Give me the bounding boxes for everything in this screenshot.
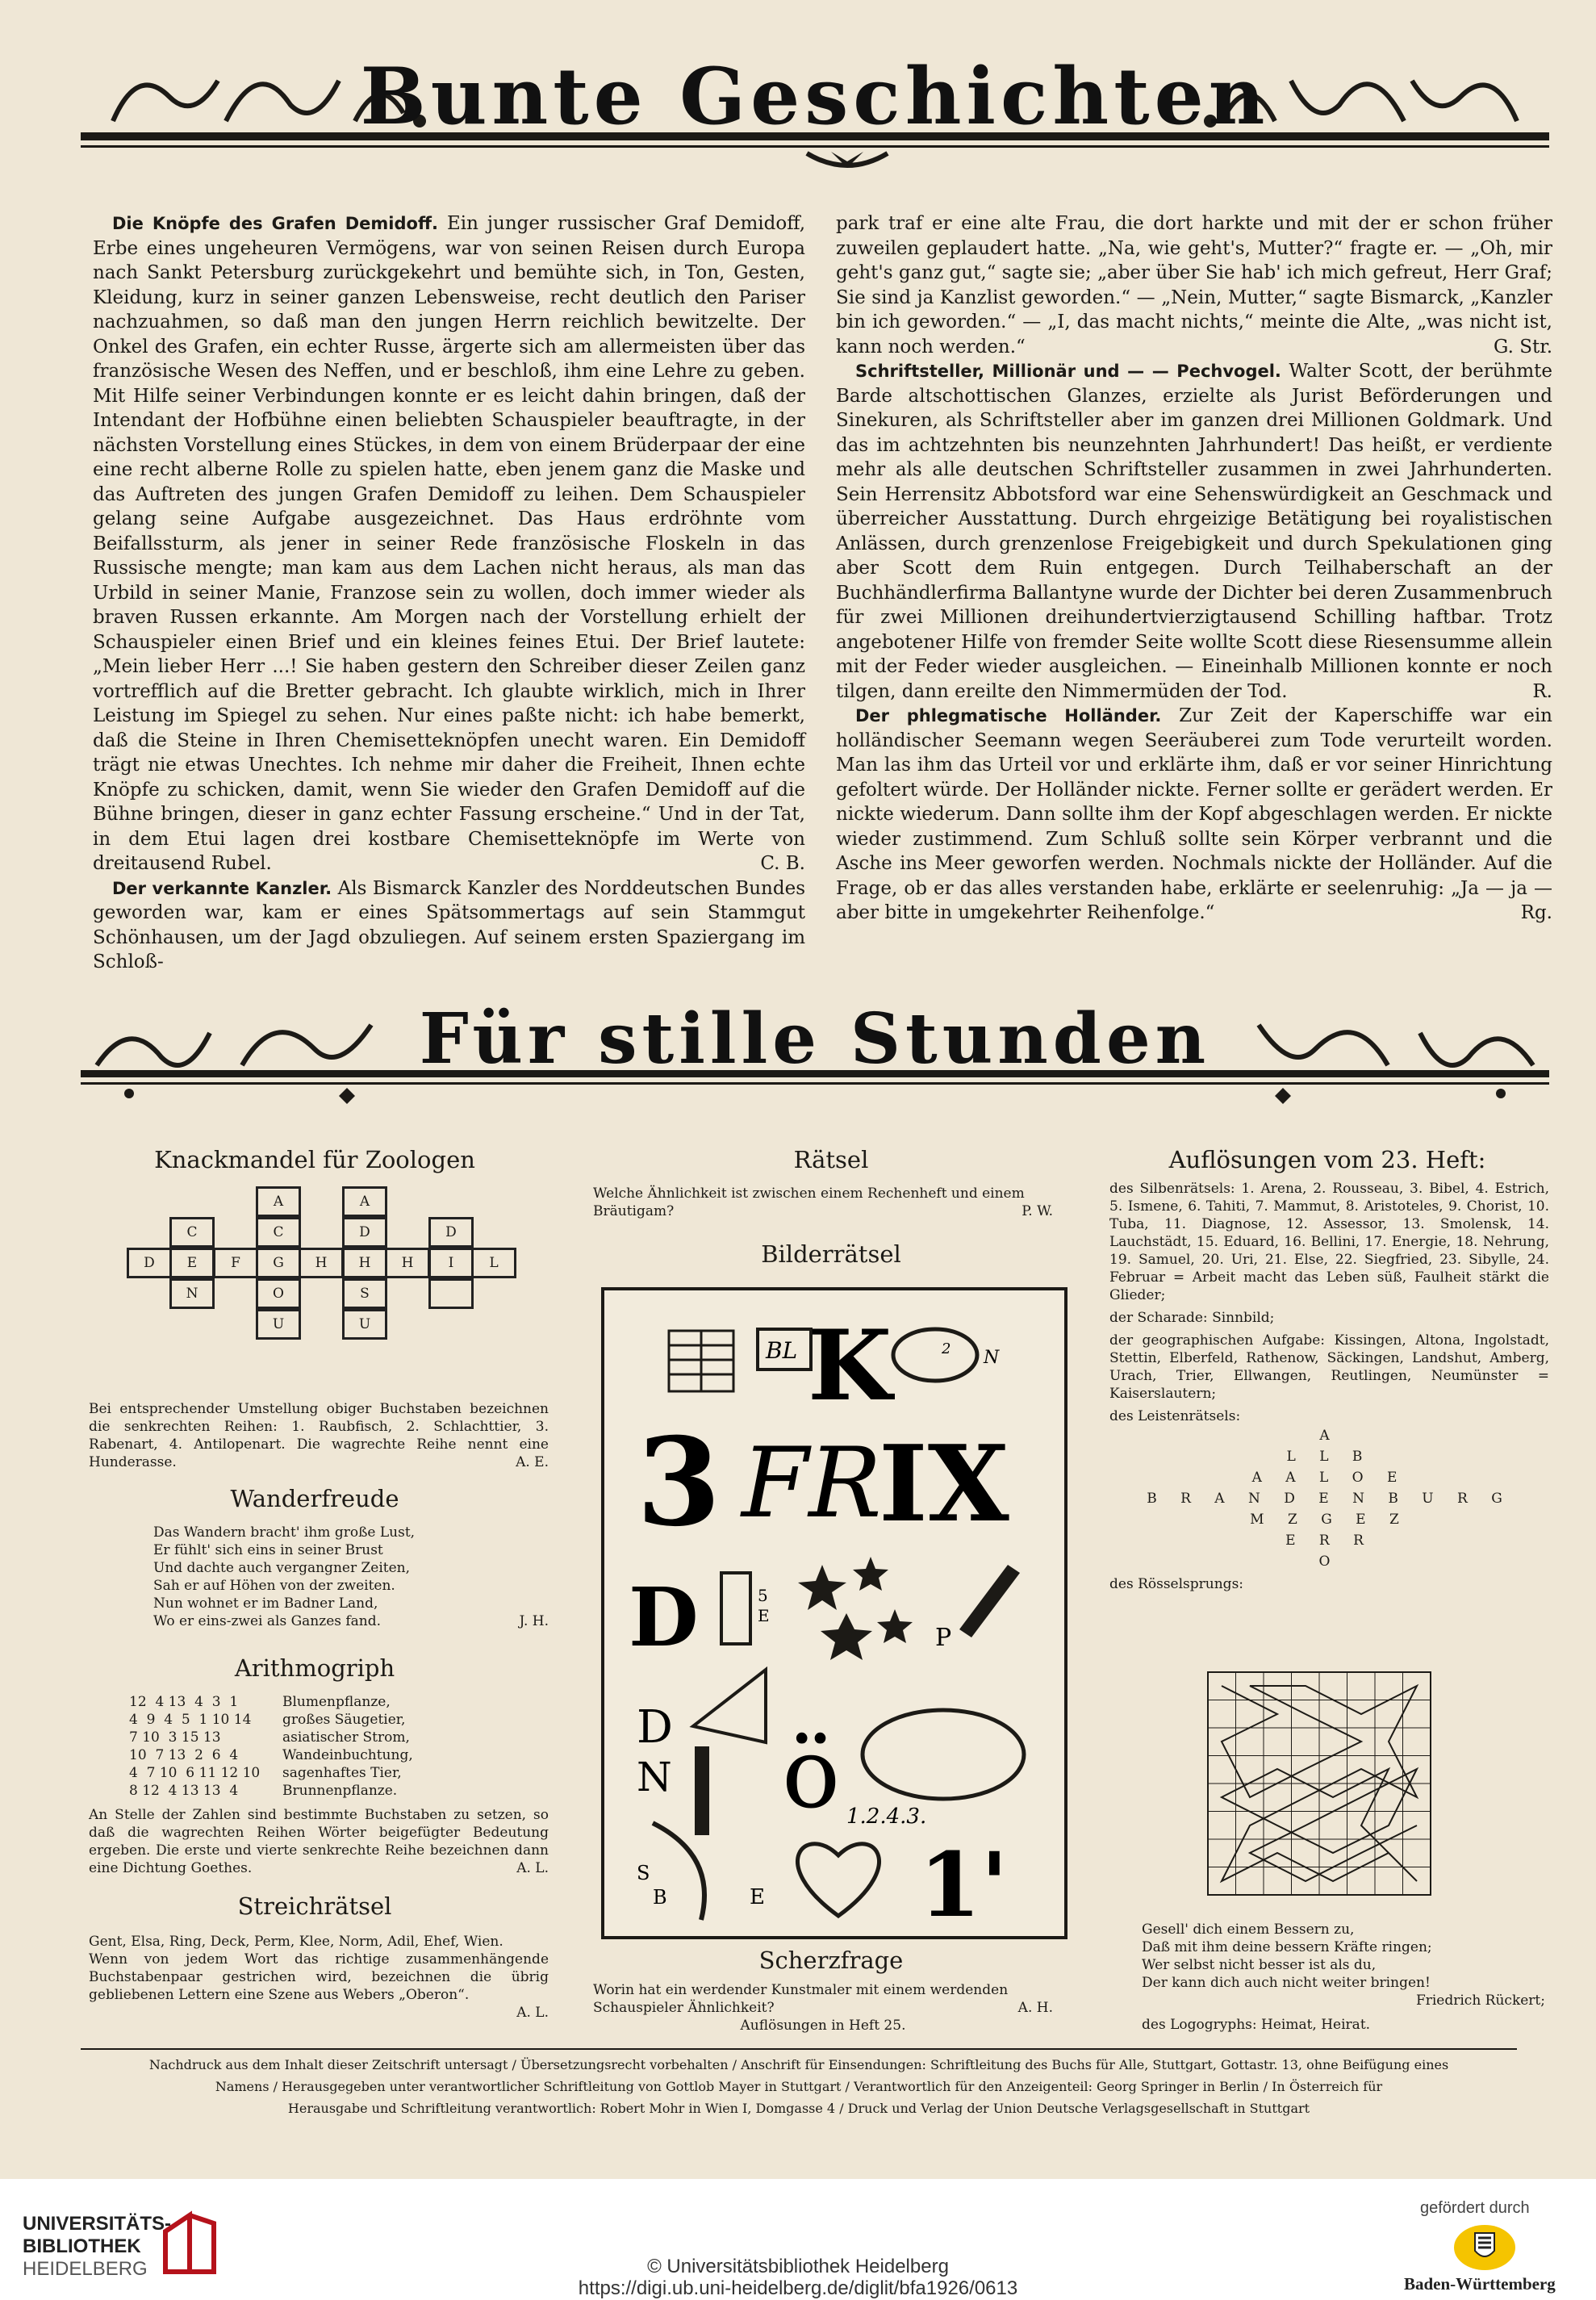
scherz-question: Worin hat ein werdender Kunstmaler mit einem werdenden Schauspieler Ähnlichkeit? bbox=[593, 1982, 1009, 2016]
poem-line: Der kann dich auch nicht weiter bringen! bbox=[1142, 1975, 1431, 1991]
grid-cell: C bbox=[169, 1217, 215, 1248]
story-body: Walter Scott, der berühmte Barde altschottischen Glanzes, erzielte als Jurist Beförderungen und Sinekuren, als Schriftsteller aber im ganzen drei Millionen Goldmark. Und das im achtzehnten bis neunzehnten Jahrhundert! Das heißt, er verdiente mehr als alle deutschen Schriftsteller zusammen in zwei Jahrhunderten. Sein Herrensitz Abbotsford war eine Sehenswürdigkeit an Geschmack und überreicher Ausstattung. Durch ehrgeizige Betätigung bei royalistischen Anlässen, durch grenzenlose Freigebigkeit und durch Spekulationen ging aber Scott dem Ruin entgegen. Durch Teilhaberschaft an der Buchhändlerfirma Ballantyne wurde der Dichter bei deren Zusammenbruch für zwei Millionen dreihundertvierzigtausend Schilling haftbar. Trotz angebotener Hilfe von fremder Seite wollte Scott diese Riesensumme allein mit der Feder wieder ausgleichen. — Eineinhalb Millionen konnte er noch tilgen, dann ereilte den Nimmermüden der Tod. bbox=[836, 361, 1552, 702]
poem-line: Daß mit ihm deine bessern Kräfte ringen; bbox=[1142, 1939, 1432, 1955]
story-body: Ein junger russischer Graf Demidoff, Erbe eines ungeheuren Vermögens, war von seinen Reisen durch Europa nach Sankt Petersburg zurückgekehrt und bemühte sich, in Ton, Gesten, Kleidung, kurz in seiner ganzen Lebensweise, recht deutlich den Pariser nachzuahmen, so daß man den jungen Herrn reichlich bewitzelte. Der Onkel des Grafen, ein echter Russe, ärgerte sich am allermeisten über das französische Wesen des Neffen, und er beschloß, ihm eine Lehre zu geben. Mit Hilfe seiner Verbindungen konnte er es leicht dahin bringen, daß der Intendant der Hofbühne einen beliebten Schauspieler beauftragte, in der nächsten Vorstellung eines Stückes, in dem von einem Brüderpaar der eine eine recht alberne Rolle zu spielen hatte, eben jenem ganz die Maske und das Auftreten des jungen Grafen Demidoff zu leihen. Dem Schauspieler gelang seine Aufgabe ausgezeichnet. Das Haus erdröhnte vom Beifallssturm, als jener in seiner Rede französische Floskeln in das Russische mengte; man kam aus dem Lachen nicht heraus, als man das Urbild in seiner Manie, Franzose sein zu wollen, doch immer wieder als braven Russen erkannte. Am Morgen nach der Vorstellung erhielt der Schauspieler einen Brief und ein kleines feines Etui. Der Brief lautete: „Mein lieber Herr ...! Sie haben gestern den Schreiber dieser Zeilen ganz vortrefflich auf die Bretter gebracht. Ich glaubte wirklich, mich in Ihrer Leistung im Spiegel zu sehen. Nur eines paßte nicht: ich habe bemerkt, daß die Steine in Ihren Chemisetteknöpfen unecht waren. Ein Demidoff trägt nie etwas Unechtes. Ich nehme mir daher die Freiheit, Ihnen echte Knöpfe zu schicken, damit, wenn Sie wieder den Grafen Demidoff auf die Bühne bringen, dieser in ganz echter Fassung erscheine.“ Und in der Tat, in dem Etui lagen drei kostbare Chemisetteknöpfe im Werte von dreitausend Rubel. bbox=[93, 213, 806, 874]
glyph: D bbox=[629, 1570, 699, 1665]
logo-solution bbox=[1142, 2016, 1545, 2034]
left-text-column bbox=[93, 211, 805, 975]
grid-cell: H bbox=[342, 1248, 387, 1278]
author-signature: A. H. bbox=[1017, 2000, 1053, 2016]
grid-cell: U bbox=[256, 1309, 301, 1340]
raetsel-text bbox=[593, 1185, 1053, 1220]
glyph: D bbox=[637, 1701, 673, 1754]
page-url[interactable]: https://digi.ub.uni-heidelberg.de/diglit/bfa1926/0613 bbox=[578, 2277, 1018, 2299]
grid-cell: N bbox=[169, 1278, 215, 1309]
grid-cell: D bbox=[428, 1217, 474, 1248]
silben-solution bbox=[1109, 1180, 1549, 1304]
imprint-line: Namens / Herausgegeben unter verantwortlicher Schriftleitung von Gottlob Mayer in Stuttgart / Verantwortlich für den Anzeigenteil: Georg Springer in Berlin / In Österreich für bbox=[215, 2079, 1383, 2094]
solution-text: Heimat, Heirat. bbox=[1261, 2017, 1371, 2033]
arith-word: sagenhaftes Tier, bbox=[282, 1765, 402, 1781]
aufl-text bbox=[1109, 1180, 1549, 1593]
solution-text: Sinnbild; bbox=[1212, 1310, 1275, 1326]
state-name: Baden-Württemberg bbox=[1404, 2274, 1556, 2294]
glyph: IX bbox=[879, 1422, 1009, 1545]
knack-title: Knackmandel für Zoologen bbox=[154, 1146, 475, 1173]
poem-line: Das Wandern bracht' ihm große Lust, bbox=[153, 1524, 416, 1541]
glyph: E bbox=[750, 1885, 765, 1909]
arith-word: großes Säugetier, bbox=[282, 1712, 406, 1728]
library-line: HEIDELBERG bbox=[23, 2258, 148, 2280]
poem-line: Nun wohnet er im Badner Land, bbox=[153, 1595, 378, 1612]
picture-puzzle bbox=[601, 1287, 1067, 1939]
poem-line: Sah er auf Höhen von der zweiten. bbox=[153, 1578, 395, 1594]
story-body: park traf er eine alte Frau, die dort harkte und mit der er schon früher zuweilen geplaudert hatte. „Na, wie geht's, Mutter?“ fragte er. — „Oh, mir geht's ganz gut,“ sagte sie; „aber über Sie hab' ich mich gefreut, Herr Graf; Sie sind ja Kanzlist geworden.“ — „Nein, Mutter,“ sagte Bismarck, „Kanzler bin ich geworden.“ — „I, das macht nichts,“ meinte die Alte, „was nicht ist, kann noch werden.“ bbox=[836, 213, 1552, 358]
rueckert-poem bbox=[1142, 1921, 1545, 2034]
arith-row bbox=[129, 1711, 549, 1729]
copyright: © Universitätsbibliothek Heidelberg bbox=[647, 2256, 949, 2277]
arith-text bbox=[89, 1806, 549, 1877]
footer-rule bbox=[81, 2048, 1517, 2050]
roessel-label: des Rösselsprungs: bbox=[1109, 1576, 1244, 1592]
arith-description: An Stelle der Zahlen sind bestimmte Buchstaben zu setzen, so daß die wagrechten Reihen Wörter beigefügter Bedeutung ergeben. Die erste und vierte senkrechte Reihe bezeichnen dann eine Dichtung Goethes. bbox=[89, 1807, 549, 1876]
arith-numbers: 10 7 13 2 6 4 bbox=[129, 1747, 239, 1763]
solution-label: des Silbenrätsels: bbox=[1109, 1181, 1235, 1197]
grid-cell: C bbox=[256, 1217, 301, 1248]
arith-word: Wandeinbuchtung, bbox=[282, 1747, 413, 1763]
story-kanzler bbox=[93, 876, 805, 975]
grid-cell: D bbox=[342, 1217, 387, 1248]
glyph: 3 bbox=[637, 1411, 721, 1554]
imprint-line: Herausgabe und Schriftleitung verantwortlich: Robert Mohr in Wien I, Domgasse 4 / Druck und Verlag der Union Deutsche Verlagsgesellschaft in Stuttgart bbox=[287, 2101, 1310, 2116]
poem-line: Und dachte auch vergangner Zeiten, bbox=[153, 1560, 411, 1576]
author-signature: Friedrich Rückert; bbox=[1415, 1993, 1545, 2009]
picture-puzzle-icon bbox=[604, 1290, 1058, 1930]
knack-text bbox=[89, 1400, 549, 1471]
story-demidoff bbox=[93, 211, 805, 876]
leiter-row: A A L O E bbox=[1251, 1470, 1407, 1486]
coat-of-arms-icon bbox=[1452, 2223, 1517, 2272]
knack-description: Bei entsprechender Umstellung obiger Buchstaben bezeichnen die senkrechten Reihen: 1. Raubfisch, 2. Schlachttier, 3. Rabenart, 4. Antilopenart. Die wagrechte Reihe nennt eine Hunderasse. bbox=[89, 1401, 549, 1470]
arith-row bbox=[129, 1782, 549, 1800]
grid-cell: L bbox=[471, 1248, 516, 1278]
leiter-row: E R R bbox=[1285, 1533, 1373, 1549]
story-hollaender bbox=[836, 704, 1552, 926]
arith-word: asiatischer Strom, bbox=[282, 1729, 410, 1746]
arith-numbers: 7 10 3 15 13 bbox=[129, 1729, 221, 1746]
author-signature: C. B. bbox=[760, 853, 805, 874]
glyph: E bbox=[758, 1606, 770, 1625]
library-line: BIBLIOTHEK bbox=[23, 2235, 141, 2257]
grid-cell: O bbox=[256, 1278, 301, 1309]
raetsel-title: Rätsel bbox=[793, 1146, 869, 1173]
arith-numbers: 8 12 4 13 13 4 bbox=[129, 1783, 239, 1799]
story-heading: Schriftsteller, Millionär und — — Pechvogel. bbox=[855, 362, 1281, 381]
right-text-column bbox=[836, 211, 1552, 926]
glyph: BL bbox=[766, 1337, 798, 1364]
streich-description: Wenn von jedem Wort das richtige zusammenhängende Buchstabenpaar gestrichen wird, bezeichnen die übrig gebliebenen Lettern eine Szene aus Webers „Oberon“. bbox=[89, 1951, 549, 2003]
arith-row bbox=[129, 1746, 549, 1764]
glyph: K bbox=[808, 1309, 892, 1423]
glyph: 1' bbox=[919, 1833, 1009, 1930]
leiter-row: L L B bbox=[1286, 1449, 1372, 1465]
arith-word: Blumenpflanze, bbox=[282, 1694, 391, 1710]
grid-cell: E bbox=[169, 1248, 215, 1278]
glyph: P bbox=[935, 1624, 952, 1652]
aufl-title: Auflösungen vom 23. Heft: bbox=[1168, 1146, 1486, 1173]
author-signature: A. L. bbox=[516, 1860, 549, 1876]
library-footer bbox=[0, 2179, 1596, 2300]
author-signature: A. L. bbox=[516, 2005, 549, 2021]
grid-cell: H bbox=[385, 1248, 430, 1278]
knight-tour-icon bbox=[1206, 1671, 1432, 1896]
story-heading: Die Knöpfe des Grafen Demidoff. bbox=[112, 214, 438, 233]
author-signature: P. W. bbox=[1022, 1203, 1053, 1219]
arith-numbers: 4 7 10 6 11 12 10 bbox=[129, 1765, 261, 1781]
leiter-solution bbox=[1109, 1425, 1549, 1572]
grid-cell: H bbox=[299, 1248, 344, 1278]
author-signature: J. H. bbox=[519, 1613, 549, 1629]
streich-words: Gent, Elsa, Ring, Deck, Perm, Klee, Norm, Adil, Ehef, Wien. bbox=[89, 1934, 503, 1950]
arith-row bbox=[129, 1764, 549, 1782]
glyph: 1.2.4.3. bbox=[846, 1804, 927, 1829]
grid-cell bbox=[428, 1278, 474, 1309]
solutions-note: Auflösungen in Heft 25. bbox=[740, 2018, 906, 2034]
arith-numbers: 4 9 4 5 1 10 14 bbox=[129, 1712, 252, 1728]
glyph: N bbox=[637, 1754, 672, 1800]
poem-line-text: Wo er eins-zwei als Ganzes fand. bbox=[153, 1613, 382, 1629]
grid-cell: A bbox=[342, 1186, 387, 1217]
author-signature: A. E. bbox=[516, 1454, 549, 1470]
leiter-row: O bbox=[1318, 1554, 1340, 1570]
arith-numbers: 12 4 13 4 3 1 bbox=[129, 1694, 239, 1710]
geo-solution bbox=[1109, 1332, 1549, 1403]
leiter-label: des Leistenrätsels: bbox=[1109, 1408, 1241, 1424]
arith-word: Brunnenpflanze. bbox=[282, 1783, 398, 1799]
streich-title: Streichrätsel bbox=[237, 1892, 392, 1920]
imprint bbox=[81, 2054, 1517, 2119]
header-banner-stille bbox=[81, 993, 1549, 1114]
glyph: N bbox=[984, 1348, 1000, 1368]
solution-label: des Logogryphs: bbox=[1142, 2017, 1257, 2033]
solution-label: der geographischen Aufgabe: bbox=[1109, 1332, 1326, 1349]
arith-title: Arithmogriph bbox=[234, 1654, 395, 1682]
author-signature: R. bbox=[1532, 680, 1552, 702]
poem-line: Wer selbst nicht besser ist als du, bbox=[1142, 1957, 1377, 1973]
arith-table bbox=[129, 1693, 549, 1800]
leiter-row: M Z G E Z bbox=[1250, 1512, 1409, 1528]
glyph: B bbox=[653, 1886, 667, 1909]
leiter-row: B R A N D E N B U R G bbox=[1147, 1491, 1512, 1507]
glyph: 2 bbox=[942, 1340, 951, 1357]
solution-label: der Scharade: bbox=[1109, 1310, 1208, 1326]
arith-row bbox=[129, 1693, 549, 1711]
poem-line bbox=[153, 1612, 549, 1630]
knack-grid bbox=[129, 1186, 500, 1388]
raetsel-question: Welche Ähnlichkeit ist zwischen einem Rechenheft und einem Bräutigam? bbox=[593, 1186, 1025, 1219]
grid-cell: A bbox=[256, 1186, 301, 1217]
glyph: 5 bbox=[758, 1586, 768, 1605]
grid-cell: D bbox=[127, 1248, 172, 1278]
glyph: FR bbox=[742, 1428, 882, 1540]
scherz-text bbox=[593, 1981, 1053, 2034]
leiter-row: A bbox=[1319, 1428, 1339, 1444]
scharade-solution bbox=[1109, 1309, 1549, 1327]
banner-title: Bunte Geschichten bbox=[360, 51, 1270, 142]
author-signature: Rg. bbox=[1520, 902, 1552, 923]
grid-cell: I bbox=[428, 1248, 474, 1278]
poem-line: Er fühlt' sich eins in seiner Brust bbox=[153, 1542, 383, 1558]
grid-cell: F bbox=[213, 1248, 258, 1278]
story-body: Als Bismarck Kanzler des Norddeutschen Bundes geworden war, kam er eines Spätsommertags auf sein Stammgut Schönhausen, um der Jagd obzuliegen. Auf seinem ersten Spaziergang im Schloß- bbox=[93, 877, 805, 972]
glyph: S bbox=[637, 1862, 650, 1884]
story-kanzler-cont bbox=[836, 211, 1552, 359]
poem-line: Gesell' dich einem Bessern zu, bbox=[1142, 1922, 1355, 1938]
grid-cell: G bbox=[256, 1248, 301, 1278]
wander-poem bbox=[153, 1524, 549, 1630]
story-scott bbox=[836, 359, 1552, 704]
arith-row bbox=[129, 1729, 549, 1746]
wander-title: Wanderfreude bbox=[230, 1485, 399, 1512]
bilder-title: Bilderrätsel bbox=[761, 1240, 901, 1268]
funded-by: gefördert durch bbox=[1420, 2199, 1530, 2217]
library-line: UNIVERSITÄTS- bbox=[23, 2213, 172, 2235]
header-banner-bunte bbox=[81, 32, 1549, 194]
scherz-title: Scherzfrage bbox=[758, 1947, 904, 1974]
story-heading: Der verkannte Kanzler. bbox=[112, 878, 332, 898]
solution-text: Kissingen, Altona, Ingolstadt, Stettin, Elberfeld, Rathenow, Säckingen, Landshut, Amberg, Urach, Trier, Ellwangen, Reutlingen, Neumünster = Kaiserslautern; bbox=[1109, 1332, 1550, 1402]
grid-cell: U bbox=[342, 1309, 387, 1340]
grid-cell: S bbox=[342, 1278, 387, 1309]
solution-text: 1. Arena, 2. Rousseau, 3. Bibel, 4. Estrich, 5. Ismene, 6. Tahiti, 7. Mammut, 8. Aristoteles, 9. Chorist, 10. Tuba, 11. Diagnose, 12. Assessor, 13. Smolensk, 14. Lauchstädt, 15. Eduard, 16. Bellini, 17. Energie, 18. Nehrung, 19. Samuel, 20. Uri, 21. Else, 22. Siegfried, 23. Sibylle, 24. Februar = Arbeit macht das Leben süß, Faulheit stärkt die Glieder; bbox=[1109, 1181, 1550, 1303]
banner-title: Für stille Stunden bbox=[419, 998, 1211, 1080]
imprint-line: Nachdruck aus dem Inhalt dieser Zeitschrift untersagt / Übersetzungsrecht vorbehalten / Anschrift für Einsendungen: Schriftleitung des Buchs für Alle, Stuttgart, Gottastr. 13, ohne Beifügung eines bbox=[148, 2057, 1449, 2072]
glyph: ö bbox=[782, 1718, 841, 1830]
author-signature: G. Str. bbox=[1494, 336, 1552, 358]
streich-text bbox=[89, 1933, 549, 2022]
story-body: Zur Zeit der Kaperschiffe war ein holländischer Seemann wegen Seeräuberei zum Tode verurteilt worden. Man las ihm das Urteil vor und erklärte ihm, daß er vor seiner Hinrichtung gefoltert würde. Der Holländer nickte. Ferner sollte er gerädert werden. Er nickte wiederum. Dann sollte ihm der Kopf abgeschlagen werden. Er nickte wieder zustimmend. Zum Schluß sollte sein Körper verbrannt und die Asche ins Meer geworfen werden. Nochmals nickte der Holländer. Auf die Frage, ob er das alles verstanden habe, erklärte er seelenruhig: „Ja — ja — aber bitte in umgekehrter Reihenfolge.“ bbox=[836, 705, 1552, 923]
story-heading: Der phlegmatische Holländer. bbox=[855, 706, 1162, 726]
